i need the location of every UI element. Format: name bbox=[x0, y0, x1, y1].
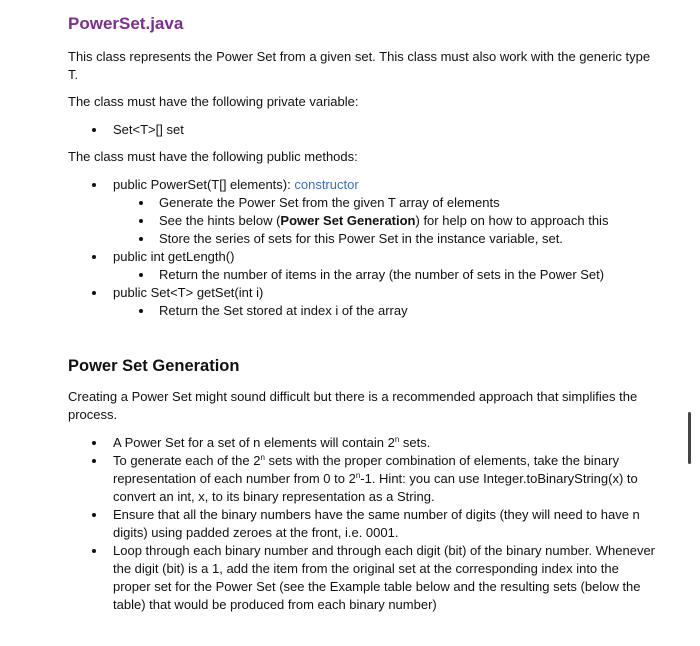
private-variable-list bbox=[0, 121, 700, 139]
superscript: n bbox=[260, 453, 265, 462]
method-detail-pre: See the hints below ( bbox=[159, 213, 281, 228]
bullet-icon bbox=[139, 201, 143, 205]
method-detail: Generate the Power Set from the given T array of elements bbox=[159, 195, 500, 210]
generation-intro: Creating a Power Set might sound difficult but there is a recommended approach that simplifies the process. bbox=[68, 389, 638, 422]
list-item bbox=[0, 434, 658, 452]
superscript: n bbox=[355, 471, 361, 480]
list-item bbox=[0, 230, 639, 248]
list-item bbox=[0, 248, 658, 266]
list-item bbox=[0, 194, 639, 212]
scrollbar-thumb[interactable] bbox=[688, 412, 691, 464]
public-methods-list bbox=[0, 176, 700, 320]
intro-paragraph: This class represents the Power Set from a given set. This class must also work with the generic type T. bbox=[68, 49, 651, 82]
list-item bbox=[0, 284, 658, 302]
bullet-text: To generate each of the 2 bbox=[113, 453, 261, 468]
list-item bbox=[0, 452, 658, 506]
bullet-text: -1. Hint: you can use Integer.toBinaryString(x) to convert an int, x, to its binary representation as a String. bbox=[113, 471, 638, 504]
section-heading-power-set-generation: Power Set Generation bbox=[68, 357, 240, 375]
bullet-icon bbox=[92, 459, 96, 463]
bullet-text: A Power Set for a set of n elements will contain 2 bbox=[113, 435, 395, 450]
bullet-icon bbox=[92, 441, 96, 445]
method-signature: public PowerSet(T[] elements): bbox=[113, 177, 295, 192]
private-variable-heading: The class must have the following private variable: bbox=[68, 94, 359, 109]
bullet-icon bbox=[92, 128, 96, 132]
bullet-icon bbox=[139, 273, 143, 277]
method-signature: public Set<T> getSet(int i) bbox=[113, 285, 264, 300]
section-reference: Power Set Generation bbox=[280, 213, 416, 228]
list-item bbox=[0, 266, 639, 284]
bullet-text: sets. bbox=[399, 435, 431, 450]
method-signature: public int getLength() bbox=[113, 249, 235, 264]
list-item bbox=[0, 176, 658, 194]
method-detail: Return the number of items in the array (the number of sets in the Power Set) bbox=[159, 267, 605, 282]
public-methods-heading: The class must have the following public methods: bbox=[68, 149, 358, 164]
list-item bbox=[0, 212, 639, 230]
list-item bbox=[0, 121, 658, 139]
bullet-icon bbox=[92, 513, 96, 517]
bullet-icon bbox=[139, 219, 143, 223]
bullet-icon bbox=[92, 549, 96, 553]
bullet-text: sets with the proper combination of elements, take the binary representation of each number from 0 to 2 bbox=[113, 453, 619, 486]
method-detail: Store the series of sets for this Power Set in the instance variable, set. bbox=[159, 231, 563, 246]
list-item bbox=[0, 506, 658, 542]
bullet-text: Loop through each binary number and through each digit (bit) of the binary number. Whenever the digit (bit) is a 1, add the item from the original set at the corresponding index into the proper set for the Power Set (see the Example table below and the resulting sets (below the table) that would be produced from each binary number) bbox=[113, 543, 656, 612]
superscript: n bbox=[394, 435, 400, 444]
bullet-text: Ensure that all the binary numbers have the same number of digits (they will need to have n digits) using padded zeroes at the front, i.e. 0001. bbox=[113, 507, 640, 540]
bullet-icon bbox=[139, 237, 143, 241]
bullet-icon bbox=[139, 309, 143, 313]
method-detail-post: ) for help on how to approach this bbox=[415, 213, 609, 228]
bullet-icon bbox=[92, 291, 96, 295]
constructor-tag: constructor bbox=[294, 177, 359, 192]
doc-title: PowerSet.java bbox=[68, 14, 184, 33]
list-item bbox=[0, 542, 658, 614]
list-item bbox=[0, 302, 639, 320]
bullet-icon bbox=[92, 255, 96, 259]
private-variable: Set<T>[] set bbox=[113, 122, 184, 137]
bullet-icon bbox=[92, 183, 96, 187]
generation-list bbox=[0, 434, 700, 614]
method-detail: Return the Set stored at index i of the array bbox=[159, 303, 408, 318]
